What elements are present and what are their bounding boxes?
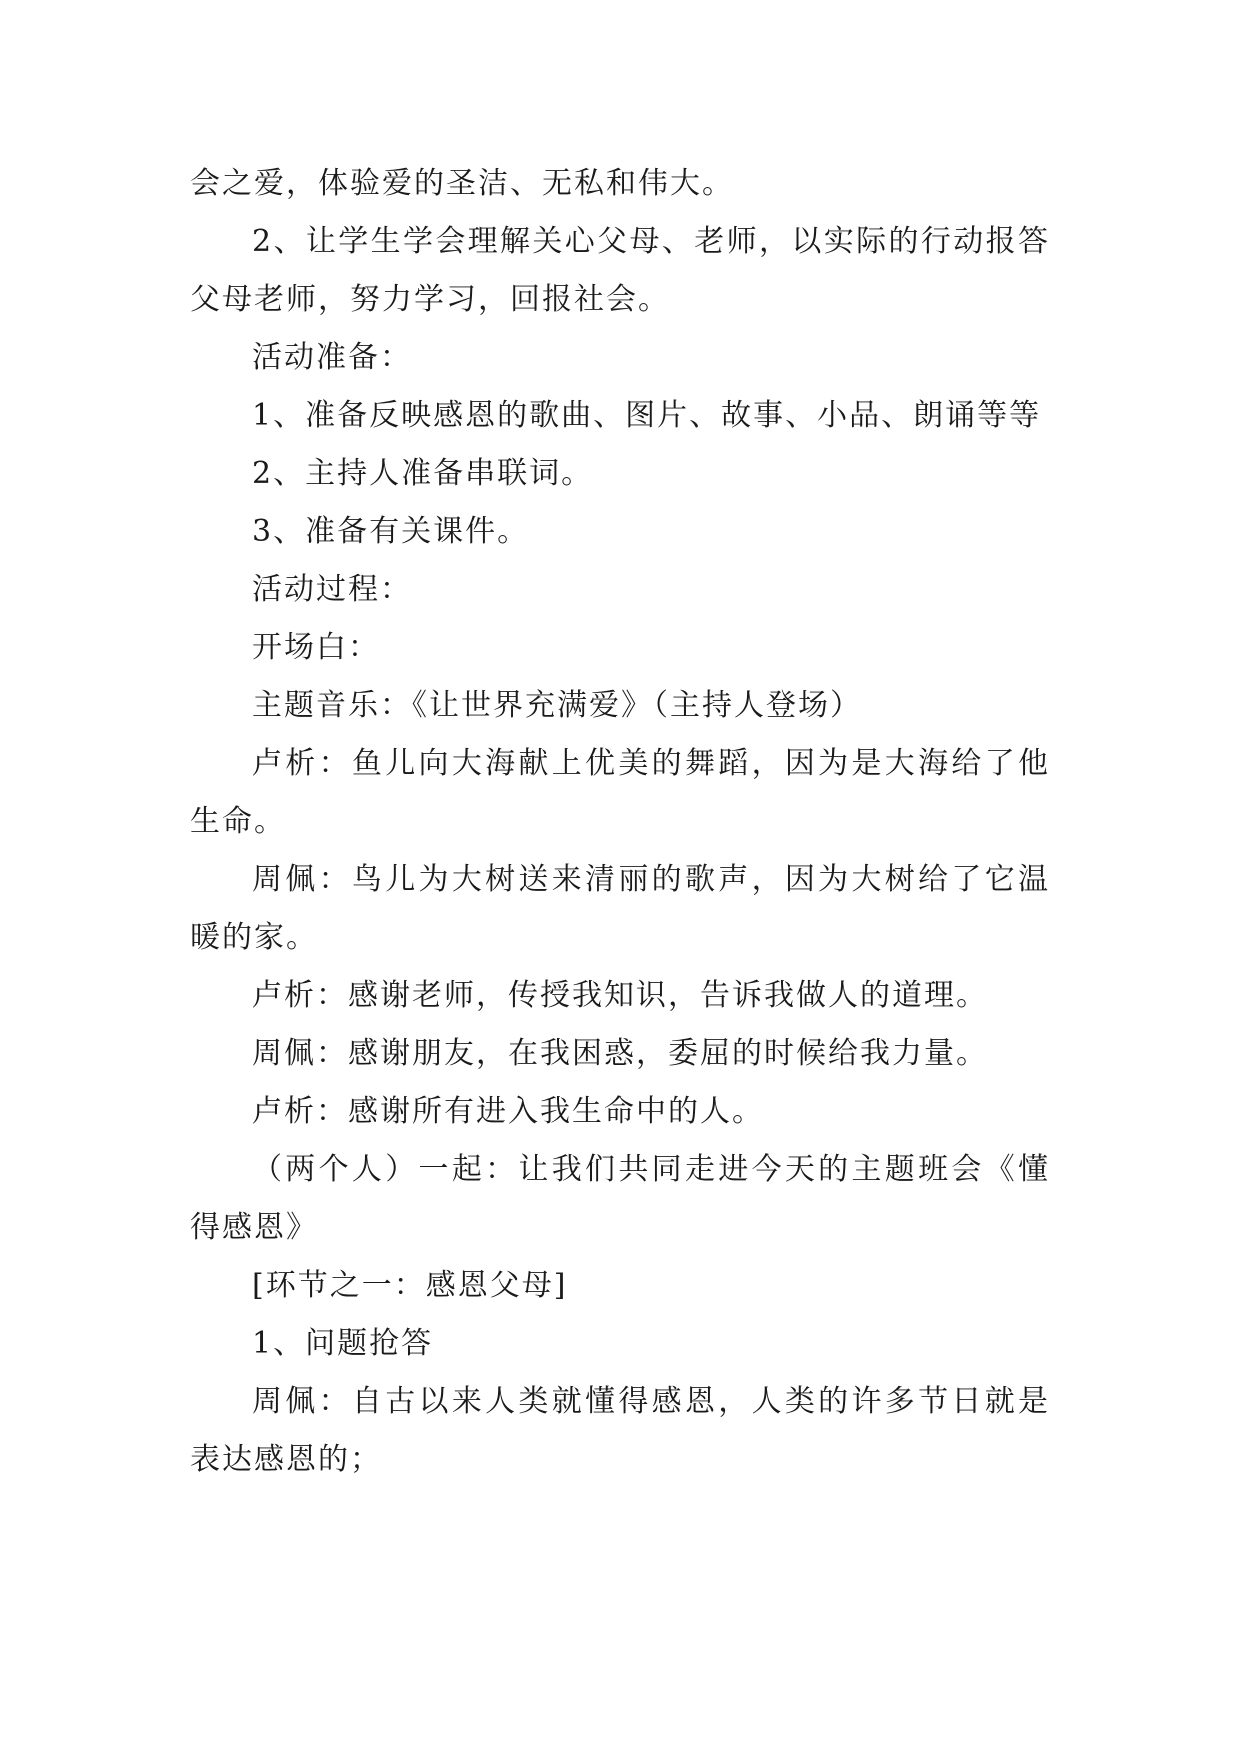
- paragraph: 周佩：鸟儿为大树送来清丽的歌声，因为大树给了它温暖的家。: [190, 862, 1050, 955]
- paragraph: 3、准备有关课件。: [252, 514, 530, 549]
- paragraph: 卢析：感谢所有进入我生命中的人。: [252, 1094, 764, 1129]
- paragraph: 会之爱，体验爱的圣洁、无私和伟大。: [190, 166, 734, 201]
- paragraph: 卢析：感谢老师，传授我知识，告诉我做人的道理。: [252, 978, 988, 1013]
- paragraph: 2、主持人准备串联词。: [252, 456, 594, 491]
- paragraph: [环节之一：感恩父母]: [252, 1268, 568, 1303]
- paragraph: 1、问题抢答: [252, 1326, 434, 1361]
- paragraph: 开场白：: [252, 630, 380, 665]
- document-body: [190, 155, 1050, 1489]
- paragraph: 卢析：鱼儿向大海献上优美的舞蹈，因为是大海给了他生命。: [190, 746, 1050, 839]
- paragraph: （两个人）一起：让我们共同走进今天的主题班会《懂得感恩》: [190, 1152, 1050, 1245]
- paragraph: 2、让学生学会理解关心父母、老师，以实际的行动报答父母老师，努力学习，回报社会。: [190, 224, 1050, 317]
- paragraph: 周佩：感谢朋友，在我困惑，委屈的时候给我力量。: [252, 1036, 988, 1071]
- paragraph: 周佩：自古以来人类就懂得感恩，人类的许多节日就是表达感恩的；: [190, 1384, 1050, 1477]
- paragraph: 活动准备：: [252, 340, 412, 375]
- paragraph: 1、准备反映感恩的歌曲、图片、故事、小品、朗诵等等: [252, 398, 1042, 433]
- paragraph: 活动过程：: [252, 572, 412, 607]
- paragraph: 主题音乐：《让世界充满爱》（主持人登场）: [252, 688, 862, 723]
